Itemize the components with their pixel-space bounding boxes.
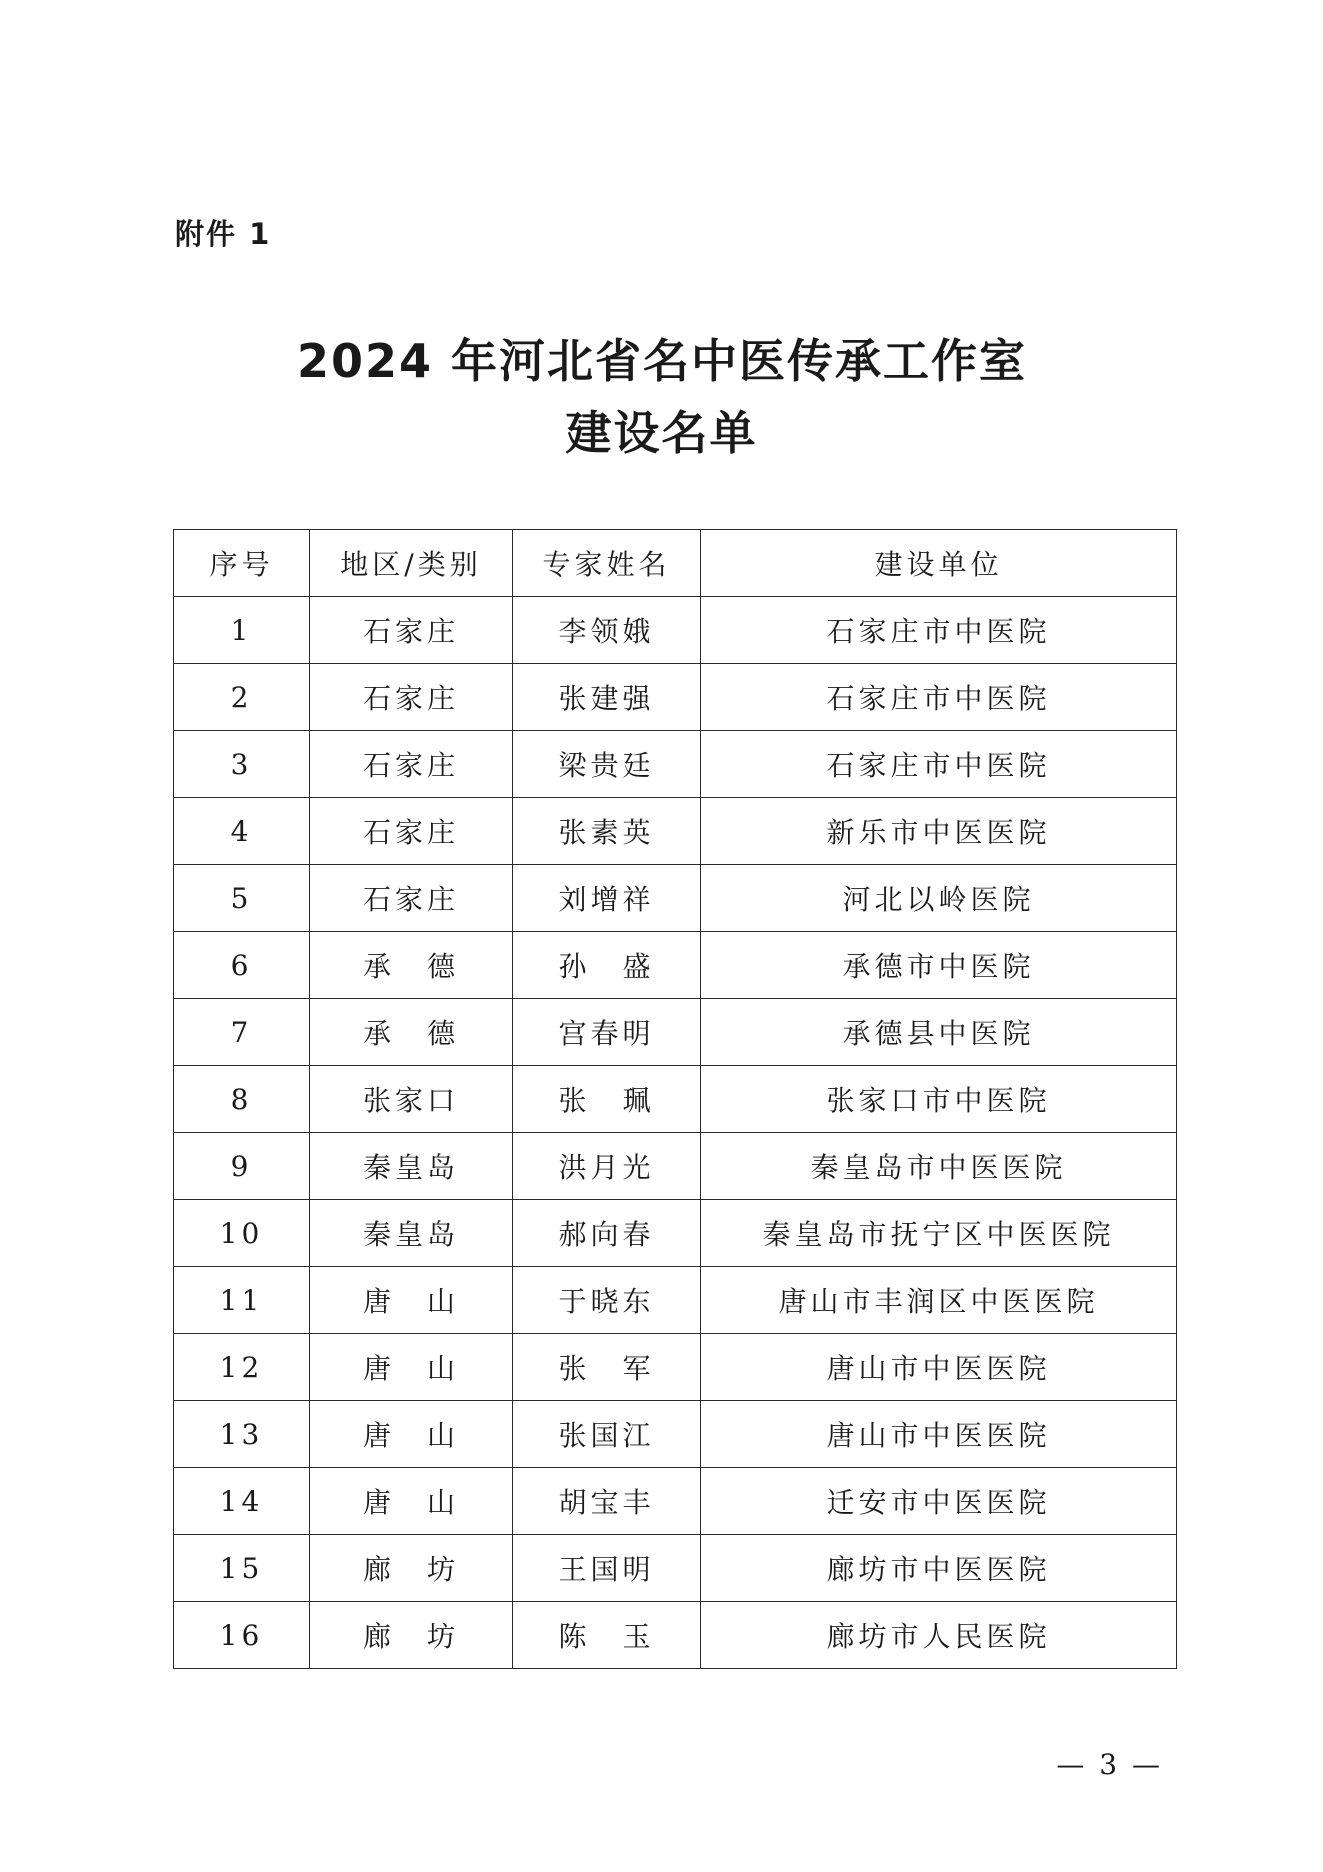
cell-region: 秦皇岛 — [310, 1200, 513, 1267]
header-region: 地区/类别 — [310, 530, 513, 597]
cell-unit: 新乐市中医医院 — [701, 798, 1177, 865]
cell-region: 石家庄 — [310, 865, 513, 932]
table-row — [174, 1334, 1177, 1401]
cell-unit: 石家庄市中医院 — [701, 664, 1177, 731]
table-header-row — [174, 530, 1177, 597]
cell-expert: 胡宝丰 — [513, 1468, 701, 1535]
cell-unit: 河北以岭医院 — [701, 865, 1177, 932]
table-row — [174, 664, 1177, 731]
page-title: 2024 年河北省名中医传承工作室 — [296, 334, 1028, 388]
cell-region: 承 德 — [310, 999, 513, 1066]
cell-no: 10 — [174, 1200, 310, 1267]
cell-unit: 承德县中医院 — [701, 999, 1177, 1066]
cell-unit: 秦皇岛市抚宁区中医医院 — [701, 1200, 1177, 1267]
cell-no: 5 — [174, 865, 310, 932]
header-no: 序号 — [174, 530, 310, 597]
cell-expert: 王国明 — [513, 1535, 701, 1602]
page-subtitle: 建设名单 — [565, 406, 758, 460]
header-unit: 建设单位 — [701, 530, 1177, 597]
cell-no: 13 — [174, 1401, 310, 1468]
table-row — [174, 1401, 1177, 1468]
cell-region: 石家庄 — [310, 731, 513, 798]
cell-expert: 梁贵廷 — [513, 731, 701, 798]
attachment-label: 附件 1 — [175, 217, 272, 251]
cell-expert: 刘增祥 — [513, 865, 701, 932]
roster-table — [173, 529, 1177, 1669]
cell-unit: 石家庄市中医院 — [701, 731, 1177, 798]
cell-expert: 孙 盛 — [513, 932, 701, 999]
cell-expert: 于晓东 — [513, 1267, 701, 1334]
header-expert: 专家姓名 — [513, 530, 701, 597]
table-row — [174, 597, 1177, 664]
cell-unit: 秦皇岛市中医医院 — [701, 1133, 1177, 1200]
cell-no: 9 — [174, 1133, 310, 1200]
cell-expert: 张 珮 — [513, 1066, 701, 1133]
cell-unit: 唐山市中医医院 — [701, 1401, 1177, 1468]
cell-expert: 张素英 — [513, 798, 701, 865]
table-row — [174, 731, 1177, 798]
cell-region: 廊 坊 — [310, 1535, 513, 1602]
cell-no: 15 — [174, 1535, 310, 1602]
cell-unit: 廊坊市人民医院 — [701, 1602, 1177, 1669]
cell-region: 张家口 — [310, 1066, 513, 1133]
cell-no: 12 — [174, 1334, 310, 1401]
cell-expert: 郝向春 — [513, 1200, 701, 1267]
table-row — [174, 1468, 1177, 1535]
table-row — [174, 932, 1177, 999]
cell-no: 1 — [174, 597, 310, 664]
cell-expert: 张国江 — [513, 1401, 701, 1468]
cell-region: 秦皇岛 — [310, 1133, 513, 1200]
table-row — [174, 1066, 1177, 1133]
cell-unit: 廊坊市中医医院 — [701, 1535, 1177, 1602]
cell-no: 4 — [174, 798, 310, 865]
cell-no: 2 — [174, 664, 310, 731]
cell-region: 唐 山 — [310, 1334, 513, 1401]
cell-expert: 张 军 — [513, 1334, 701, 1401]
cell-no: 6 — [174, 932, 310, 999]
cell-region: 唐 山 — [310, 1267, 513, 1334]
table-row — [174, 1267, 1177, 1334]
cell-region: 石家庄 — [310, 798, 513, 865]
cell-region: 唐 山 — [310, 1401, 513, 1468]
page-number: — 3 — — [1056, 1748, 1163, 1781]
cell-unit: 承德市中医院 — [701, 932, 1177, 999]
table-row — [174, 1602, 1177, 1669]
cell-region: 石家庄 — [310, 597, 513, 664]
cell-no: 3 — [174, 731, 310, 798]
cell-unit: 张家口市中医院 — [701, 1066, 1177, 1133]
table-row — [174, 865, 1177, 932]
cell-expert: 陈 玉 — [513, 1602, 701, 1669]
cell-region: 石家庄 — [310, 664, 513, 731]
cell-region: 唐 山 — [310, 1468, 513, 1535]
table-row — [174, 1200, 1177, 1267]
cell-no: 11 — [174, 1267, 310, 1334]
table-row — [174, 1133, 1177, 1200]
cell-no: 7 — [174, 999, 310, 1066]
cell-unit: 迁安市中医医院 — [701, 1468, 1177, 1535]
cell-expert: 宫春明 — [513, 999, 701, 1066]
cell-unit: 唐山市中医医院 — [701, 1334, 1177, 1401]
cell-region: 承 德 — [310, 932, 513, 999]
cell-no: 14 — [174, 1468, 310, 1535]
cell-region: 廊 坊 — [310, 1602, 513, 1669]
cell-no: 16 — [174, 1602, 310, 1669]
cell-expert: 李领娥 — [513, 597, 701, 664]
table-row — [174, 798, 1177, 865]
cell-unit: 唐山市丰润区中医医院 — [701, 1267, 1177, 1334]
cell-expert: 洪月光 — [513, 1133, 701, 1200]
table-row — [174, 999, 1177, 1066]
table-row — [174, 1535, 1177, 1602]
cell-expert: 张建强 — [513, 664, 701, 731]
cell-unit: 石家庄市中医院 — [701, 597, 1177, 664]
cell-no: 8 — [174, 1066, 310, 1133]
